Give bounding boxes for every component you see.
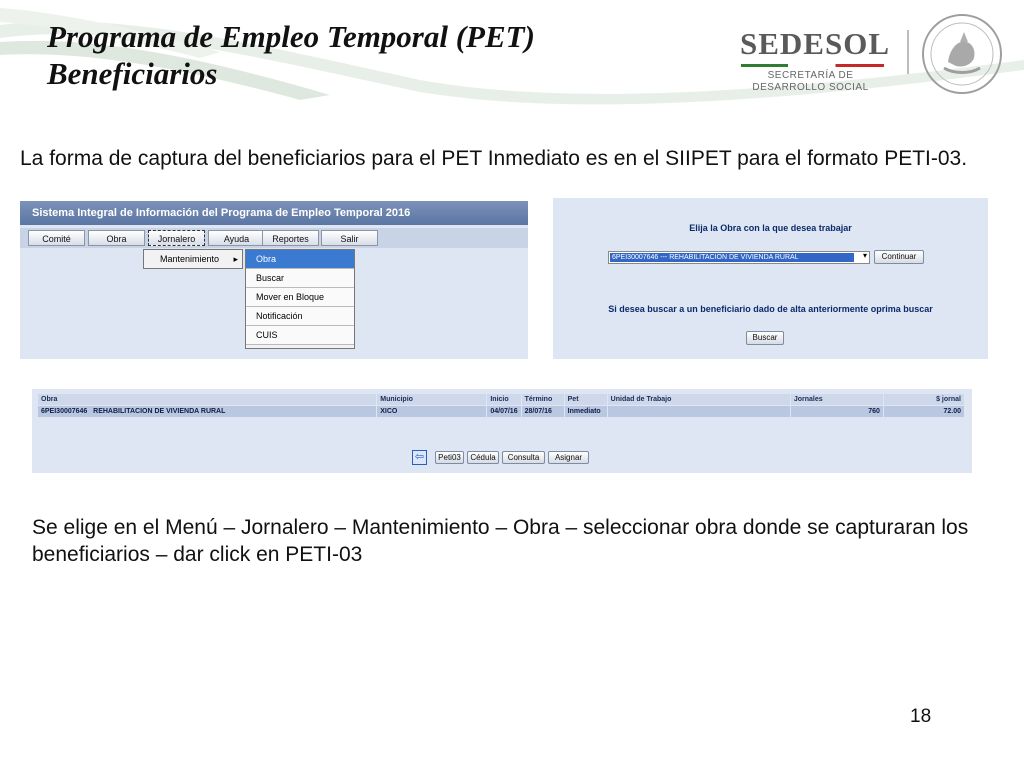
cell-termino: 28/07/16: [521, 406, 564, 418]
intro-paragraph: La forma de captura del beneficiarios para el PET Inmediato es en el SIIPET para el formato PETI-03.: [20, 147, 968, 170]
header-jornales: Jornales: [790, 394, 883, 406]
title-line-1: Programa de Empleo Temporal (PET): [47, 19, 535, 54]
menu-bar: [20, 228, 528, 248]
header-obra: Obra: [38, 394, 377, 406]
select-obra-prompt: Elija la Obra con la que desea trabajar: [689, 223, 852, 233]
logo-subtitle-line-1: SECRETARÍA DE: [767, 70, 854, 81]
slide-title: [47, 18, 535, 92]
select-obra-panel: [553, 198, 988, 359]
cedula-button[interactable]: Cédula: [467, 451, 499, 464]
menu-ayuda[interactable]: Ayuda: [208, 230, 265, 246]
obra-select-value: 6PEI30007646 --- REHABILITACION DE VIVIENDA RURAL: [610, 253, 854, 262]
mexico-coat-of-arms-seal-icon: [920, 12, 1004, 96]
consulta-button[interactable]: Consulta: [502, 451, 545, 464]
table-header-row: [38, 394, 965, 406]
table-row[interactable]: [38, 406, 965, 418]
header-pet: Pet: [564, 394, 607, 406]
buscar-button[interactable]: Buscar: [746, 331, 784, 345]
obra-select[interactable]: [608, 251, 870, 264]
obra-table-panel: [32, 389, 972, 473]
dropdown-item-mover-en-bloque[interactable]: Mover en Bloque: [246, 288, 354, 307]
header-jornal: $ jornal: [883, 394, 964, 406]
title-line-2: Beneficiarios: [47, 56, 218, 91]
cell-obra: 6PEI30007646 REHABILITACION DE VIVIENDA RURAL: [38, 406, 377, 418]
dropdown-item-notificacion[interactable]: Notificación: [246, 307, 354, 326]
cell-jornal: 72.00: [883, 406, 964, 418]
continuar-button[interactable]: Continuar: [874, 250, 924, 264]
logo-divider: [907, 30, 909, 74]
dropdown-item-cuis[interactable]: CUIS: [246, 326, 354, 345]
asignar-button[interactable]: Asignar: [548, 451, 589, 464]
cell-unidad-de-trabajo: [607, 406, 790, 418]
search-prompt: Si desea buscar a un beneficiario dado de alta anteriormente oprima buscar: [608, 304, 933, 314]
header-termino: Término: [521, 394, 564, 406]
dropdown-item-buscar[interactable]: Buscar: [246, 269, 354, 288]
header-municipio: Municipio: [377, 394, 487, 406]
page-number: 18: [910, 706, 932, 727]
instructions-paragraph: Se elige en el Menú – Jornalero – Mantenimiento – Obra – seleccionar obra donde se capturaran los beneficiarios – dar click en PETI-03: [32, 516, 969, 566]
sedesol-logo: [738, 22, 898, 92]
cell-municipio: XICO: [377, 406, 487, 418]
system-title-bar: Sistema Integral de Información del Programa de Empleo Temporal 2016: [20, 201, 528, 225]
mantenimiento-dropdown: [245, 249, 355, 349]
obra-table: [37, 393, 965, 418]
menu-salir[interactable]: Salir: [321, 230, 378, 246]
cell-inicio: 04/07/16: [487, 406, 521, 418]
logo-subtitle: [748, 70, 873, 94]
back-arrow-icon[interactable]: ⇦: [412, 450, 427, 465]
cell-pet: Inmediato: [564, 406, 607, 418]
cell-jornales: 760: [790, 406, 883, 418]
chevron-down-icon: ▾: [862, 251, 867, 260]
peti03-button[interactable]: Peti03: [435, 451, 464, 464]
submenu-label: Mantenimiento: [160, 254, 220, 264]
chevron-right-icon: ▸: [233, 254, 238, 264]
menu-jornalero[interactable]: Jornalero: [148, 230, 205, 246]
menu-reportes[interactable]: Reportes: [262, 230, 319, 246]
siipet-menu-panel: [20, 201, 528, 359]
logo-tricolor-line: [741, 64, 884, 67]
logo-subtitle-line-2: DESARROLLO SOCIAL: [752, 82, 869, 93]
menu-comite[interactable]: Comité: [28, 230, 85, 246]
dropdown-item-obra[interactable]: Obra: [246, 250, 354, 269]
menu-obra[interactable]: Obra: [88, 230, 145, 246]
header-unidad-de-trabajo: Unidad de Trabajo: [607, 394, 790, 406]
submenu-mantenimiento[interactable]: [143, 249, 243, 269]
logo-wordmark: SEDESOL: [740, 26, 891, 61]
header-inicio: Inicio: [487, 394, 521, 406]
